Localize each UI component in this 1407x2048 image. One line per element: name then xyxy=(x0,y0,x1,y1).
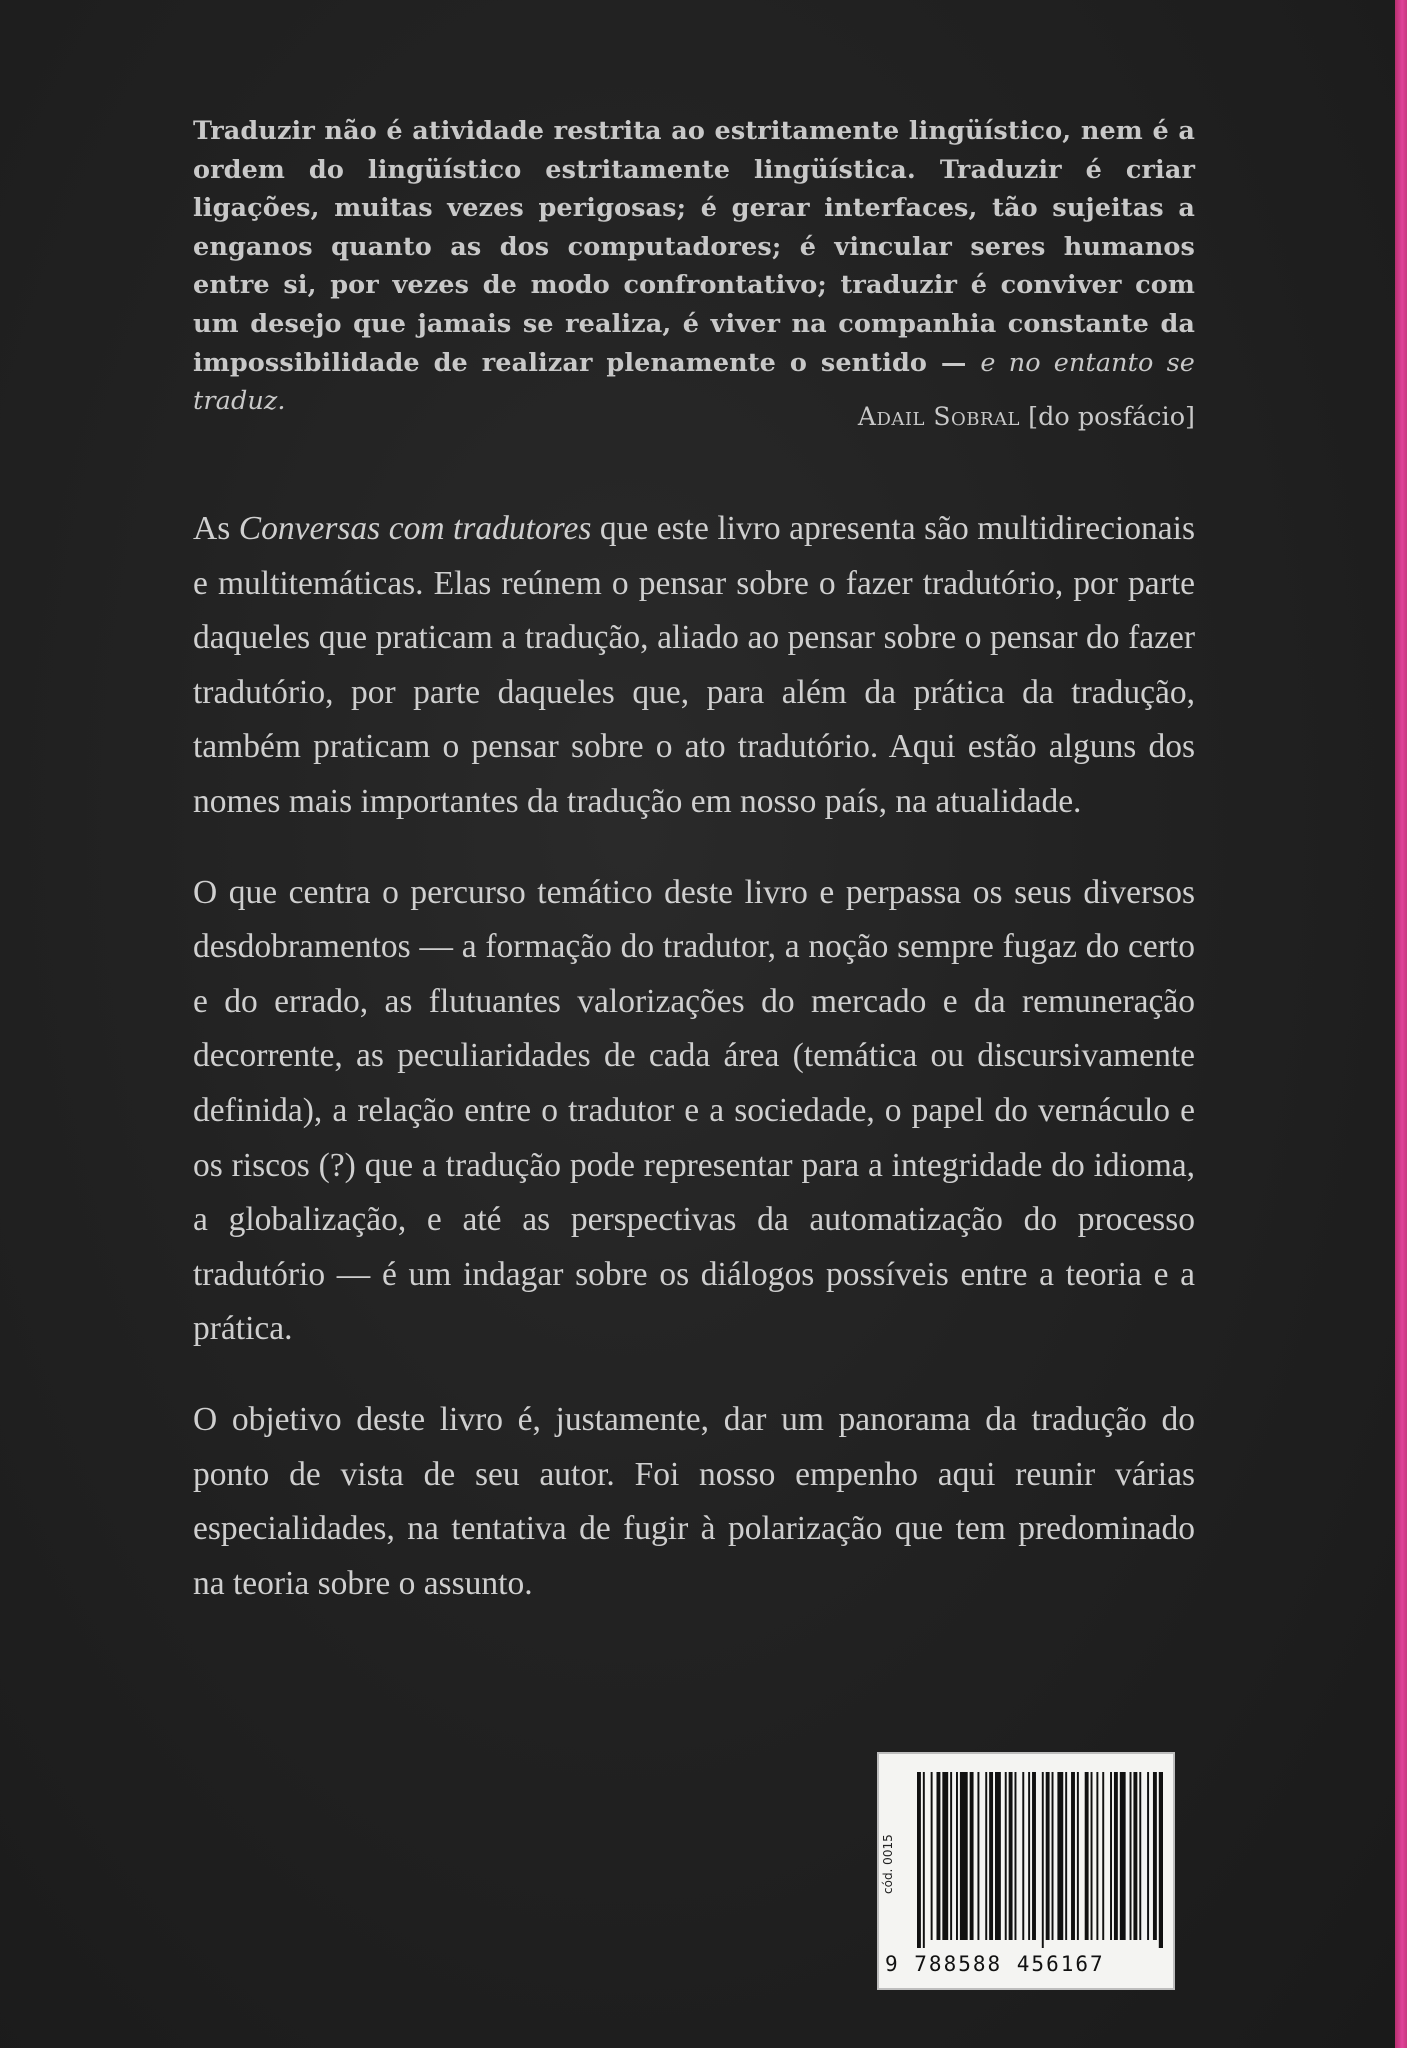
barcode-digits: 9 788588 456167 xyxy=(885,1952,1105,1976)
blurb-paragraph-2: O que centra o percurso temático deste livro e perpassa os seus diversos desdobramentos — a formação do tradutor, a noção sempre fugaz do certo e do errado, as flutuantes valorizações do mercado e da remuneração decorrente, as peculiaridades de cada área (temática ou discursivamente definida), a relação entre o tradutor e a sociedade, o papel do vernáculo e os riscos (?) que a tradução pode representar para a integridade do idioma, a globalização, e até as perspectivas da automatização do processo tradutório — é um indagar sobre os diálogos possíveis entre a teoria e a prática. xyxy=(193,873,1195,1348)
barcode-bars xyxy=(917,1772,1163,1948)
quote-attribution xyxy=(193,402,1195,432)
blurb-paragraph-3: O objetivo deste livro é, justamente, dar um panorama da tradução do ponto de vista de seu autor. Foi nosso empenho aqui reunir várias especialidades, na tentativa de fugir à polarização que tem predominado na teoria sobre o assunto. xyxy=(193,1400,1195,1602)
quote-text: Traduzir não é atividade restrita ao estritamente lingüístico, nem é a ordem do lingüístico estritamente lingüística. Traduzir é criar ligações, muitas vezes perigosas; é gerar interfaces, tão sujeitas a enganos quanto as dos computadores; é vincular seres humanos entre si, por vezes de modo confrontativo; traduzir é conviver com um desejo que jamais se realiza, é viver na companhia constante da impossibilidade de realizar plenamente o sentido — xyxy=(193,116,1195,378)
book-title-italic: Conversas com tradutores xyxy=(238,510,592,547)
p1-rest: que este livro apresenta são multidirecionais e multitemáticas. Elas reúnem o pensar sobre o fazer tradutório, por parte daqueles que praticam a tradução, aliado ao pensar sobre o pensar do fazer tradutório, por parte daqueles que, para além da prática da tradução, também praticam o pensar sobre o ato tradutório. Aqui estão alguns dos nomes mais importantes da tradução em nosso país, na atualidade. xyxy=(193,510,1196,820)
quote-italic-ending: e no entanto se traduz. xyxy=(193,347,1195,417)
blurb-paragraph-1 xyxy=(193,502,1195,830)
cover-edge-strip xyxy=(1395,0,1407,2048)
barcode-code-label: cód. 0015 xyxy=(881,1834,895,1894)
p1-start: As xyxy=(193,510,239,547)
attribution-author: Adail Sobral xyxy=(857,402,1021,431)
blurb-body xyxy=(193,502,1195,1647)
attribution-source: [do posfácio] xyxy=(1028,402,1195,432)
isbn-barcode xyxy=(877,1752,1175,1990)
epigraph-quote xyxy=(193,112,1195,421)
